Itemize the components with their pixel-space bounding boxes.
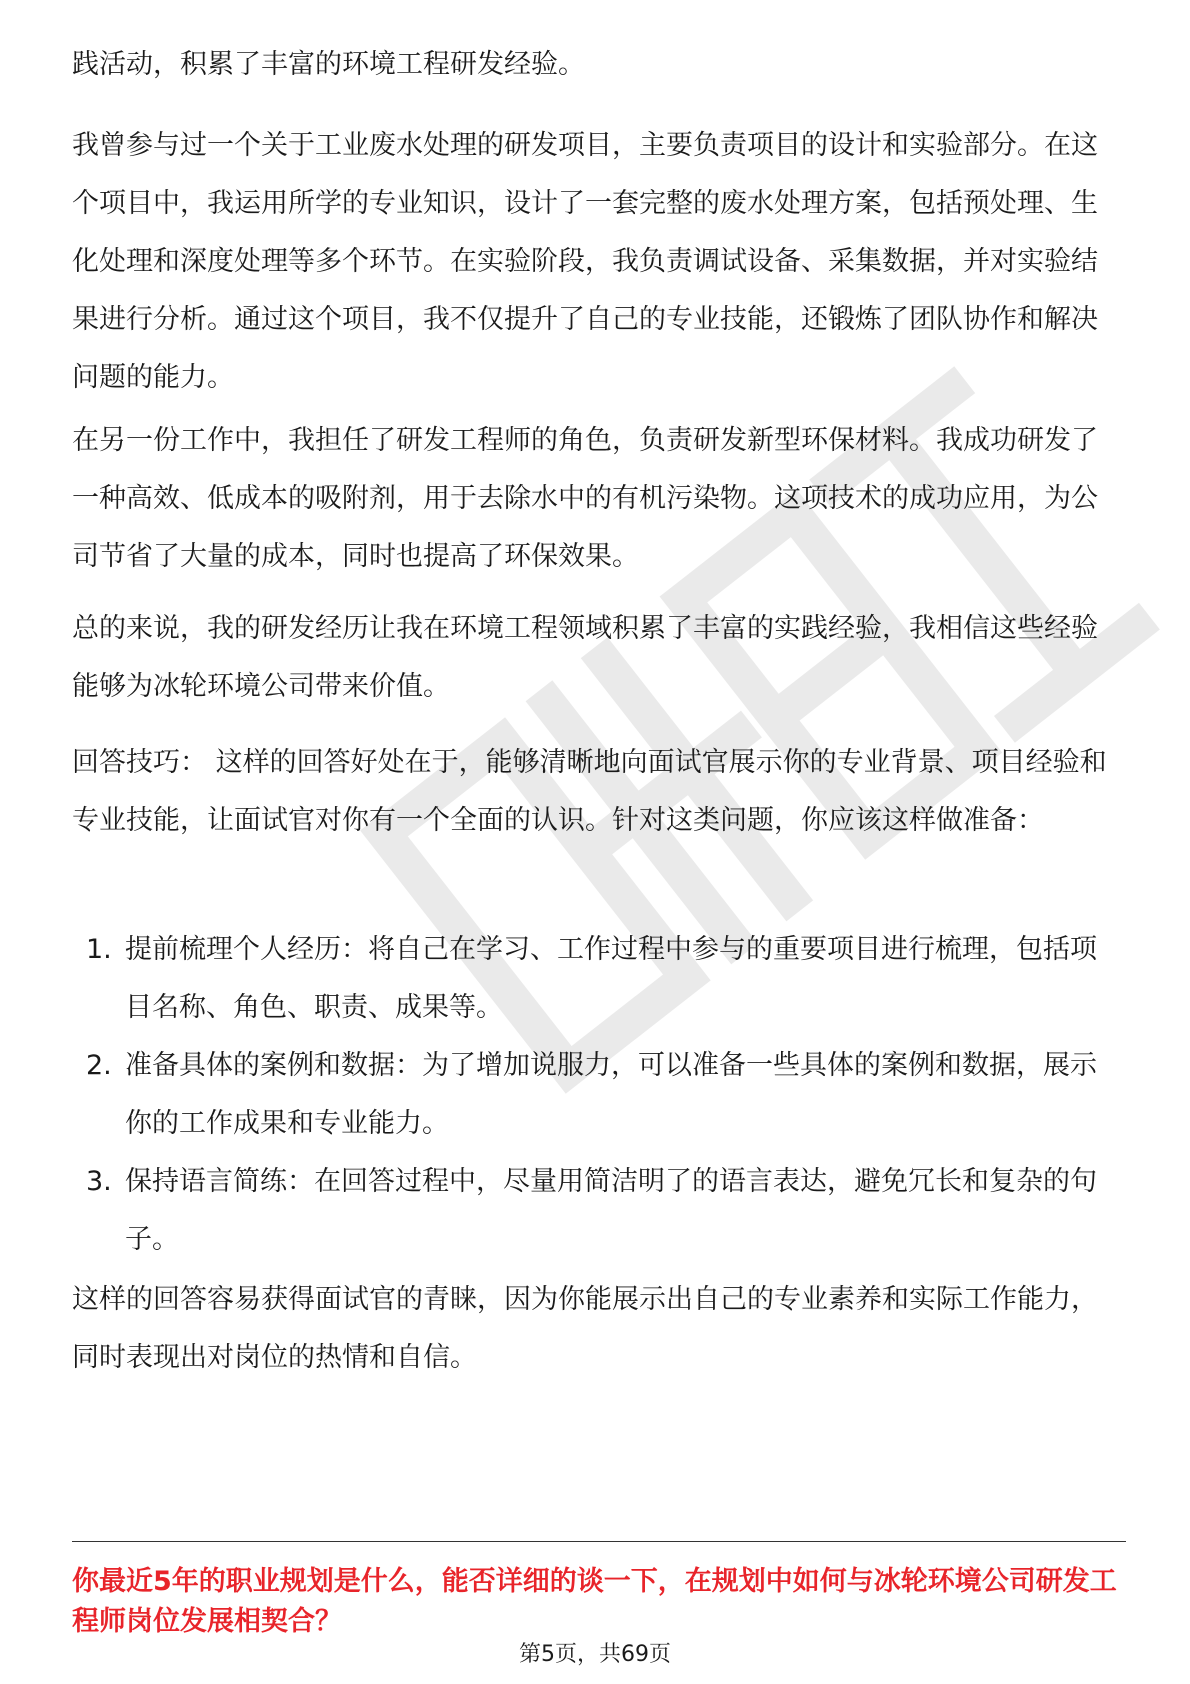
list-item-text: 提前梳理个人经历：将自己在学习、工作过程中参与的重要项目进行梳理，包括项目名称、角色、职责、成果等。 [125, 934, 1097, 1023]
list-item [72, 1153, 1122, 1269]
page-number-footer: 第5页，共69页 [519, 1642, 671, 1667]
list-item-number: 3. [86, 1166, 112, 1197]
paragraph-wastewater-project: 我曾参与过一个关于工业废水处理的研发项目，主要负责项目的设计和实验部分。在这个项目中，我运用所学的专业知识，设计了一套完整的废水处理方案，包括预处理、生化处理和深度处理等多个环节。在实验阶段，我负责调试设备、采集数据，并对实验结果进行分析。通过这个项目，我不仅提升了自己的专业技能，还锻炼了团队协作和解决问题的能力。 [72, 130, 1098, 393]
list-item [72, 921, 1122, 1037]
next-question-heading: 你最近5年的职业规划是什么，能否详细的谈一下，在规划中如何与冰轮环境公司研发工程师岗位发展相契合？ [72, 1566, 1117, 1637]
paragraph-engineer-role: 在另一份工作中，我担任了研发工程师的角色，负责研发新型环保材料。我成功研发了一种高效、低成本的吸附剂，用于去除水中的有机污染物。这项技术的成功应用，为公司节省了大量的成本，同时也提高了环保效果。 [72, 425, 1098, 572]
list-item-number: 2. [86, 1050, 112, 1081]
paragraph-closing: 这样的回答容易获得面试官的青睐，因为你能展示出自己的专业素养和实际工作能力，同时表现出对岗位的热情和自信。 [72, 1284, 1098, 1373]
section-divider [72, 1541, 1126, 1542]
paragraph-summary: 总的来说，我的研发经历让我在环境工程领域积累了丰富的实践经验，我相信这些经验能够为冰轮环境公司带来价值。 [72, 613, 1098, 702]
paragraph-experience-end: 践活动，积累了丰富的环境工程研发经验。 [72, 49, 585, 80]
list-item [72, 1037, 1122, 1153]
list-item-number: 1. [86, 934, 112, 965]
list-item-text: 准备具体的案例和数据：为了增加说服力，可以准备一些具体的案例和数据，展示你的工作成果和专业能力。 [125, 1050, 1097, 1139]
list-item-text: 保持语言简练：在回答过程中，尽量用简洁明了的语言表达，避免冗长和复杂的句子。 [125, 1166, 1097, 1255]
tips-list [72, 921, 1122, 1269]
paragraph-answer-tips: 回答技巧： 这样的回答好处在于，能够清晰地向面试官展示你的专业背景、项目经验和专业技能，让面试官对你有一个全面的认识。针对这类问题，你应该这样做准备： [72, 747, 1107, 836]
